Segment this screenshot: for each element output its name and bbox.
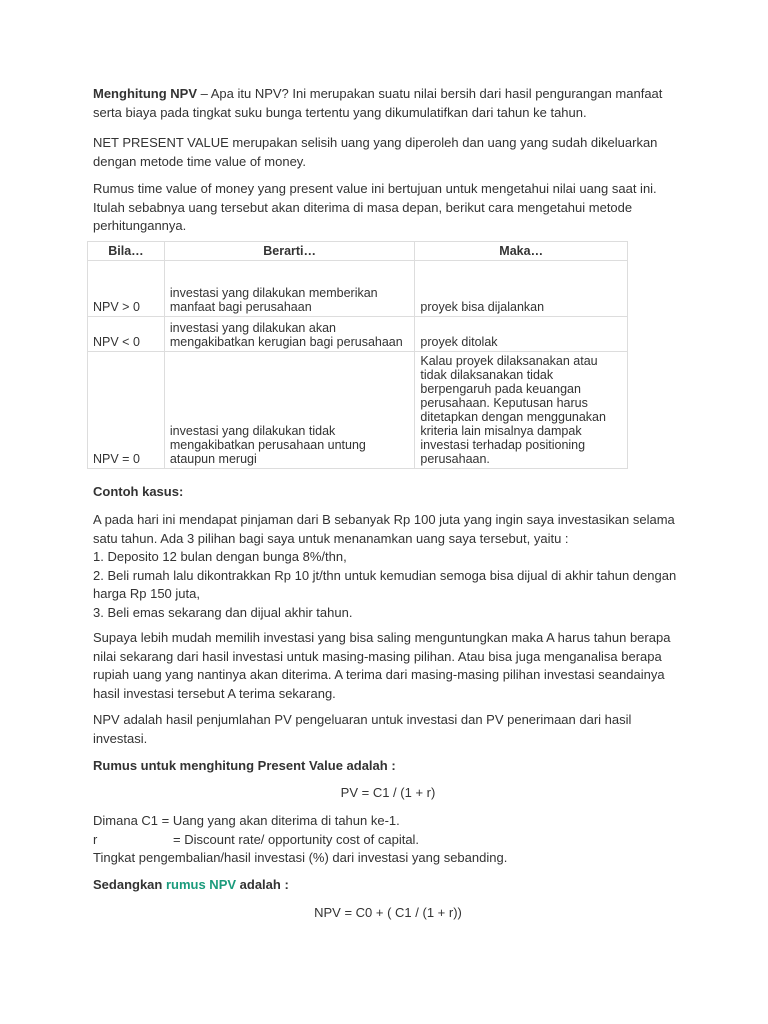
rumus-pv-heading: Rumus untuk menghitung Present Value adalah : [93,758,396,773]
rumus-npv-link[interactable]: rumus NPV [165,877,237,892]
rumus-npv-heading-post: adalah : [236,877,289,892]
table-header-cell: Bila… [88,242,165,261]
contoh-kasus-block [93,511,683,622]
npv-formula: NPV = C0 + ( C1 / (1 + r)) [314,905,462,920]
table-cell: NPV > 0 [88,261,165,317]
table-header-cell: Maka… [415,242,628,261]
pv-definitions [93,812,683,868]
definition-c1: Dimana C1 = Uang yang akan diterima di tahun ke-1. [93,813,400,828]
intro-text: – Apa itu NPV? Ini merupakan suatu nilai bersih dari hasil pengurangan manfaat serta biaya pada tingkat suku bunga tertentu yang dikumulatifkan dari tahun ke tahun. [93,86,663,120]
definition-r [93,831,683,850]
definition-tingkat: Tingkat pengembalian/hasil investasi (%) dari investasi yang sebanding. [93,850,508,865]
table-row [88,261,628,317]
table-header-cell: Berarti… [164,242,415,261]
tvm-paragraph: Rumus time value of money yang present value ini bertujuan untuk mengetahui nilai uang saat ini. Itulah sebabnya uang tersebut akan diterima di masa depan, berikut cara mengetahui metode perhitungannya. [93,181,657,233]
npv-definition-paragraph: NET PRESENT VALUE merupakan selisih uang yang diperoleh dan uang yang sudah dikeluarkan dengan metode time value of money. [93,135,658,169]
supaya-paragraph: Supaya lebih mudah memilih investasi yang bisa saling menguntungkan maka A harus tahun berapa nilai sekarang dari hasil investasi untuk masing-masing pilihan. Atau bisa juga menganalisa berapa rupiah uang yang nantinya akan diterima. A terima dari masing-masing pilihan investasi seandainya hasil investasi tersebut A terima sekarang. [93,630,671,701]
table-header-row [88,242,628,261]
table-cell: NPV < 0 [88,317,165,352]
table-cell: proyek bisa dijalankan [415,261,628,317]
definition-r-text: = Discount rate/ opportunity cost of capital. [173,831,420,847]
intro-lead: Menghitung NPV [93,86,197,101]
table-cell: proyek ditolak [415,317,628,352]
table-cell: investasi yang dilakukan memberikan manfaat bagi perusahaan [164,261,415,317]
rumus-npv-heading [93,876,683,895]
table-cell: investasi yang dilakukan tidak mengakibatkan perusahaan untung ataupun merugi [164,352,415,469]
table-row [88,352,628,469]
table-cell: Kalau proyek dilaksanakan atau tidak dilaksanakan tidak berpengaruh pada keuangan perusahaan. Keputusan harus ditetapkan dengan menggunakan kriteria lain misalnya dampak investasi terhadap positioning perusahaan. [415,352,628,469]
intro-paragraph [93,85,683,122]
contoh-kasus-paragraph: A pada hari ini mendapat pinjaman dari B sebanyak Rp 100 juta yang ingin saya investasikan selama satu tahun. Ada 3 pilihan bagi saya untuk menanamkan uang saya tersebut, yaitu : [93,512,675,546]
list-item: 1. Deposito 12 bulan dengan bunga 8%/thn, [93,549,347,564]
table-cell: investasi yang dilakukan akan mengakibatkan kerugian bagi perusahaan [164,317,415,352]
definition-r-label: r [93,831,98,847]
contoh-kasus-heading: Contoh kasus: [93,484,184,499]
list-item: 2. Beli rumah lalu dikontrakkan Rp 10 jt/thn untuk kemudian semoga bisa dijual di akhir tahun dengan harga Rp 150 juta, [93,567,677,601]
table-row [88,317,628,352]
npv-sum-paragraph: NPV adalah hasil penjumlahan PV pengeluaran untuk investasi dan PV penerimaan dari hasil investasi. [93,712,632,746]
rumus-npv-heading-pre: Sedangkan [93,877,166,892]
list-item: 3. Beli emas sekarang dan dijual akhir tahun. [93,604,353,620]
pv-formula: PV = C1 / (1 + r) [340,785,436,800]
npv-table [87,241,628,469]
table-cell: NPV = 0 [88,352,165,469]
